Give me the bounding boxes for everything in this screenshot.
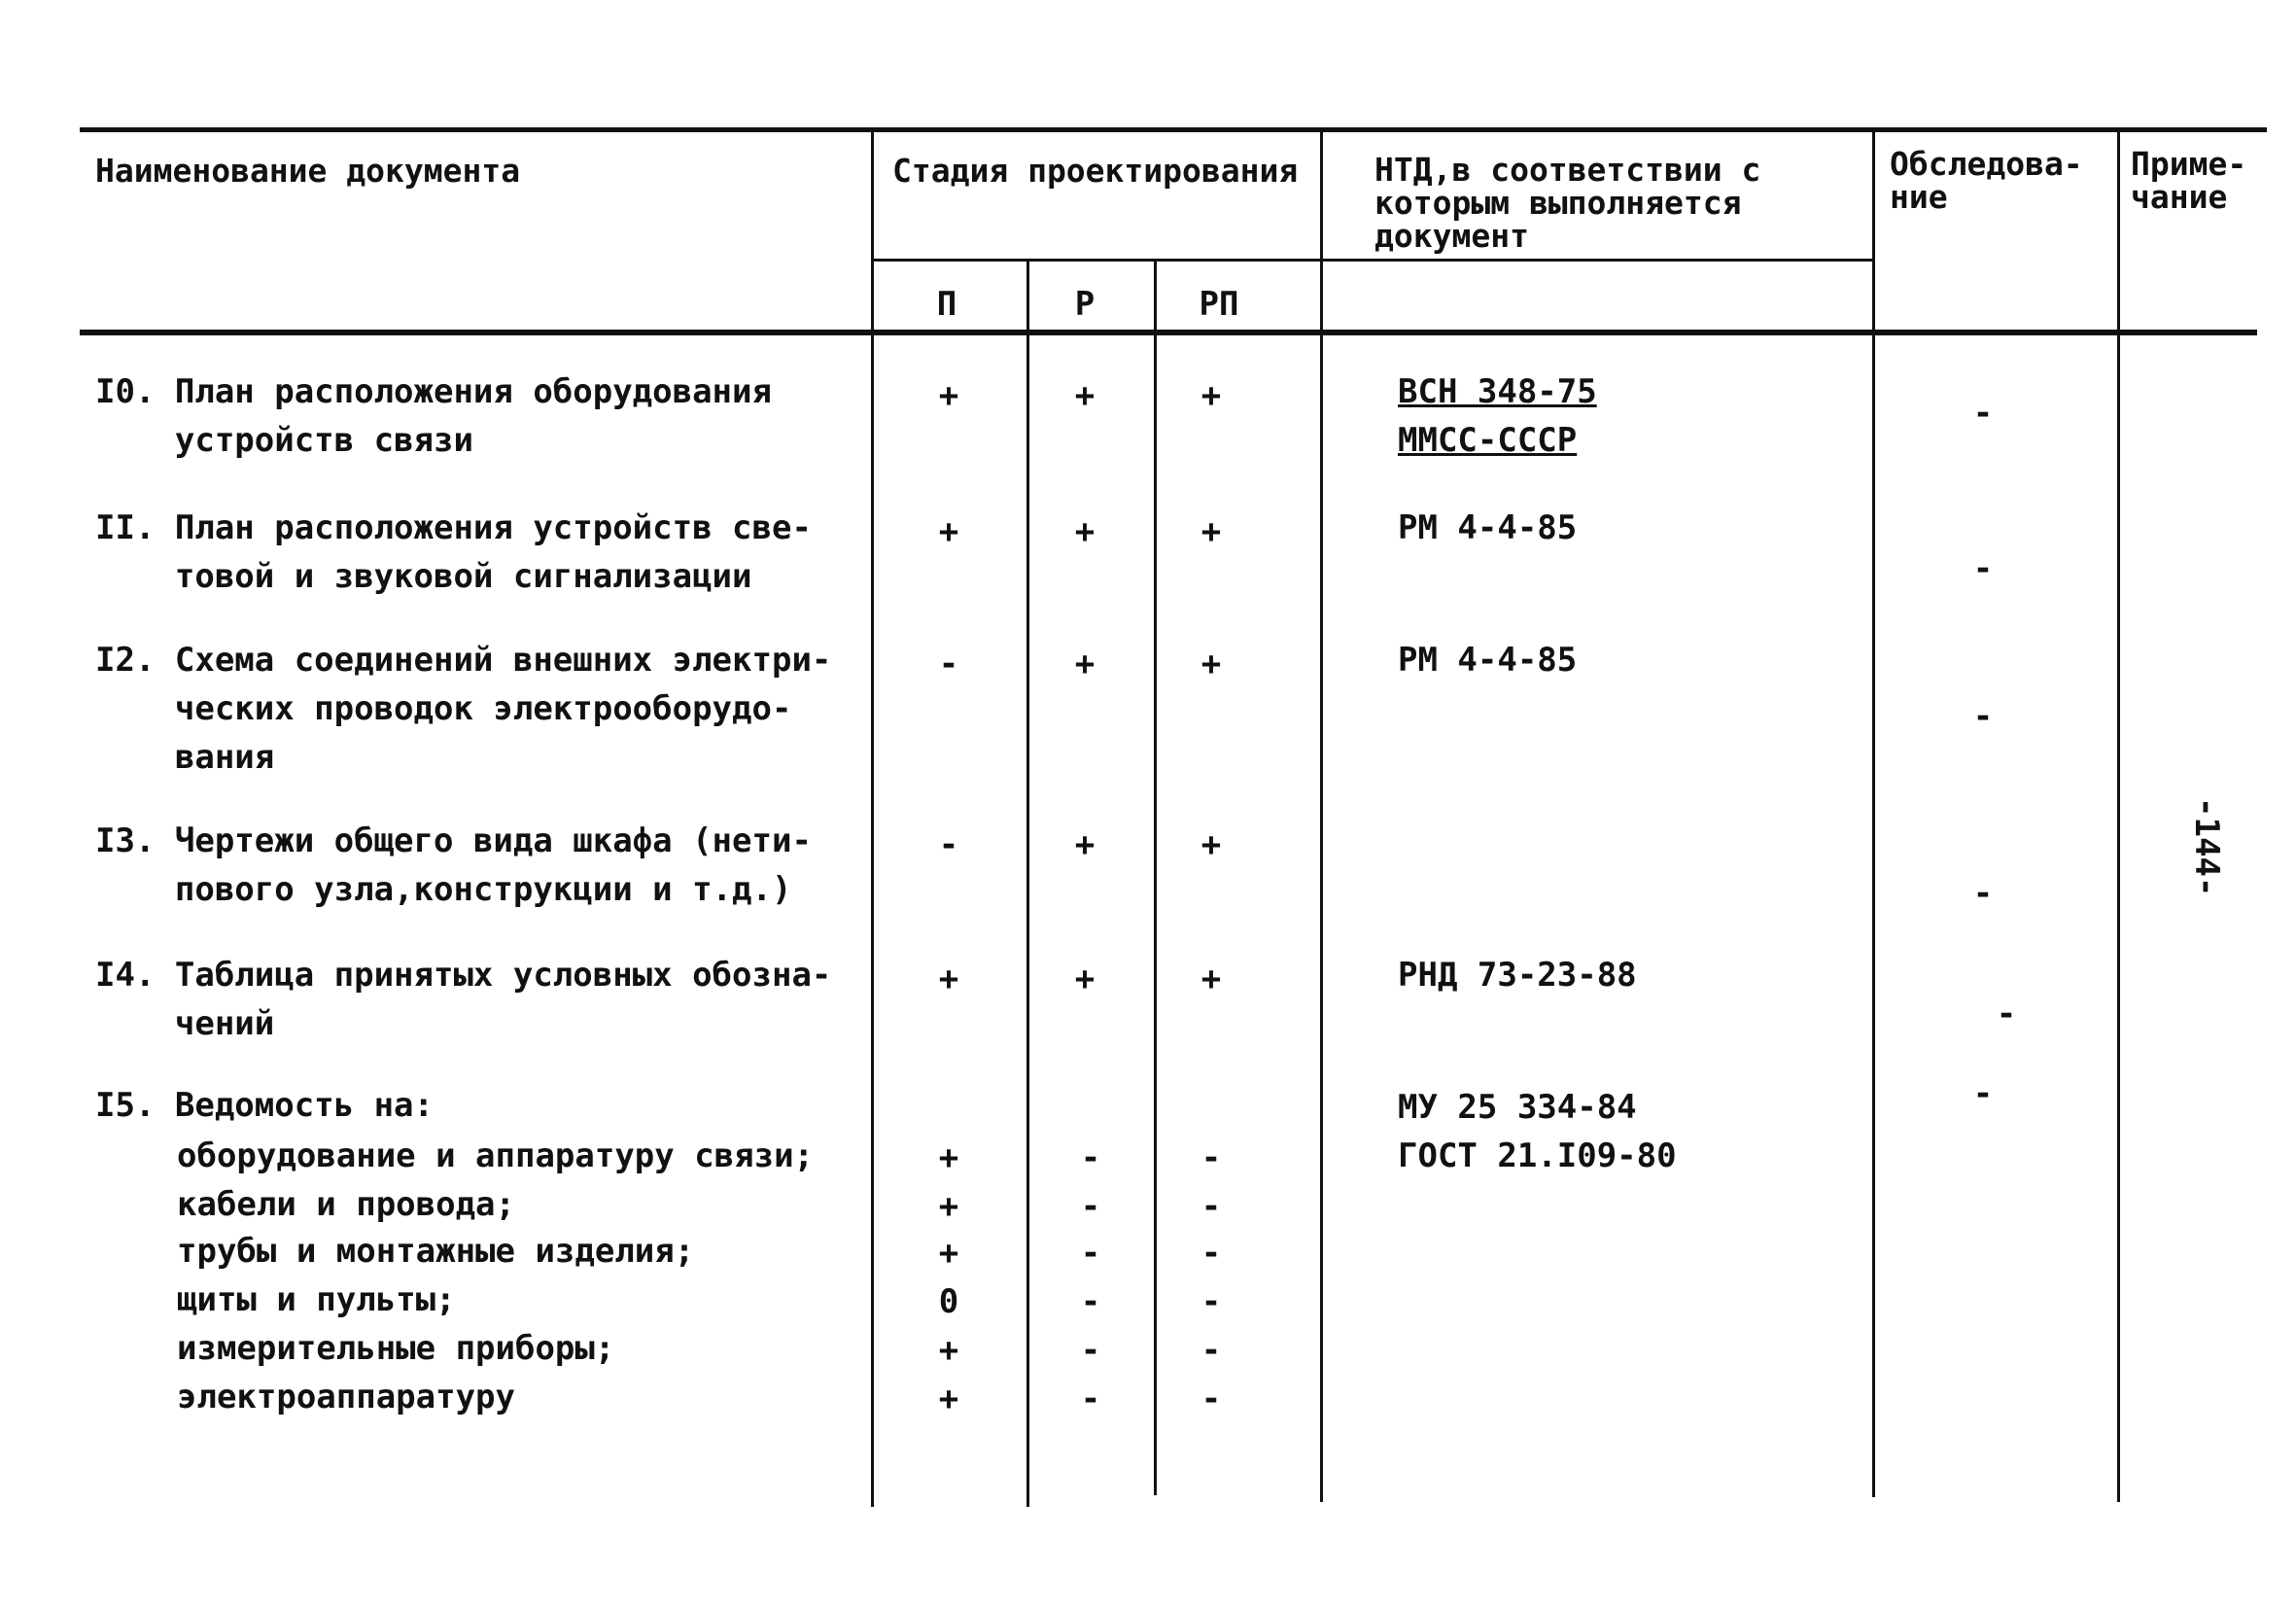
- header-design-stage: Стадия проектирования: [892, 152, 1299, 190]
- subheader-r: Р: [1074, 285, 1096, 324]
- row-cell-p: +: [938, 512, 959, 551]
- sublist-item-name: оборудование и аппаратуру связи;: [177, 1136, 815, 1175]
- header-note: Приме- чание: [2131, 145, 2247, 216]
- row-cell-p: -: [938, 645, 959, 683]
- row-name: I3. Чертежи общего вида шкафа (нети- пового узла,конструкции и т.д.): [95, 821, 812, 909]
- sublist-cell-p: +: [938, 1187, 959, 1226]
- row-name: I4. Таблица принятых условных обозна- чений: [95, 956, 832, 1043]
- sublist-cell-p: +: [938, 1331, 959, 1370]
- sublist-cell-r: -: [1080, 1331, 1101, 1370]
- row-cell-rp: +: [1200, 960, 1222, 998]
- col-divider-p-r: [1026, 261, 1029, 1507]
- row-ntd: МУ 25 334-84 ГОСТ 21.I09-80: [1398, 1088, 1677, 1175]
- row-ntd: РНД 73-23-88: [1398, 956, 1637, 995]
- row-cell-r: +: [1074, 960, 1096, 998]
- row-name: I2. Схема соединений внешних электри- ческих проводок электрооборудо- вания: [95, 641, 832, 777]
- sublist-cell-p: +: [938, 1138, 959, 1177]
- row-cell-p: +: [938, 376, 959, 415]
- sublist-cell-p: +: [938, 1234, 959, 1273]
- row-name: I5. Ведомость на:: [95, 1086, 434, 1125]
- col-divider-r-rp: [1154, 261, 1157, 1495]
- col-divider-stage: [871, 131, 874, 1507]
- header-document-name: Наименование документа: [95, 152, 521, 190]
- row-cell-rp: +: [1200, 376, 1222, 415]
- sublist-item-name: трубы и монтажные изделия;: [177, 1232, 695, 1271]
- sublist-cell-rp: -: [1200, 1187, 1222, 1226]
- col-divider-survey: [1872, 131, 1875, 1497]
- stage-subheader-rule: [871, 259, 1874, 262]
- sublist-item-name: кабели и провода;: [177, 1185, 515, 1224]
- subheader-rp: РП: [1199, 285, 1239, 324]
- sublist-item-name: измерительные приборы;: [177, 1329, 615, 1368]
- sublist-cell-p: 0: [938, 1282, 959, 1321]
- header-bottom-rule: [80, 330, 2257, 335]
- row-ntd: РМ 4-4-85: [1398, 508, 1578, 547]
- sublist-cell-r: -: [1080, 1282, 1101, 1321]
- row-cell-r: +: [1074, 512, 1096, 551]
- row-survey: -: [1972, 394, 1994, 433]
- row-survey: -: [1972, 1074, 1994, 1113]
- row-cell-rp: +: [1200, 825, 1222, 864]
- row-cell-r: +: [1074, 825, 1096, 864]
- sublist-cell-r: -: [1080, 1380, 1101, 1418]
- row-cell-p: +: [938, 960, 959, 998]
- subheader-p: П: [936, 285, 957, 324]
- sublist-cell-rp: -: [1200, 1234, 1222, 1273]
- top-rule: [80, 127, 2267, 132]
- sublist-cell-rp: -: [1200, 1331, 1222, 1370]
- sublist-cell-r: -: [1080, 1138, 1101, 1177]
- sublist-item-name: щиты и пульты;: [177, 1280, 456, 1319]
- row-survey: -: [1972, 874, 1994, 913]
- row-cell-rp: +: [1200, 512, 1222, 551]
- row-name: I0. План расположения оборудования устройств связи: [95, 372, 772, 460]
- row-cell-p: -: [938, 825, 959, 864]
- row-ntd: ВСН 348-75 ММСС-СССР: [1398, 372, 1597, 460]
- row-survey: -: [1972, 697, 1994, 736]
- row-name: II. План расположения устройств све- товой и звуковой сигнализации: [95, 508, 812, 596]
- sublist-cell-p: +: [938, 1380, 959, 1418]
- row-survey: -: [1972, 549, 1994, 588]
- col-divider-ntd: [1320, 131, 1323, 1502]
- row-ntd: РМ 4-4-85: [1398, 641, 1578, 680]
- col-divider-note: [2117, 131, 2120, 1502]
- sublist-item-name: электроаппаратуру: [177, 1378, 515, 1416]
- row-survey: -: [1996, 995, 2017, 1033]
- sublist-cell-r: -: [1080, 1234, 1101, 1273]
- row-cell-rp: +: [1200, 645, 1222, 683]
- header-survey: Обследова- ние: [1890, 145, 2083, 216]
- row-cell-r: +: [1074, 376, 1096, 415]
- sublist-cell-rp: -: [1200, 1380, 1222, 1418]
- sublist-cell-rp: -: [1200, 1282, 1222, 1321]
- sublist-cell-r: -: [1080, 1187, 1101, 1226]
- page-number: -144-: [2187, 797, 2226, 897]
- row-cell-r: +: [1074, 645, 1096, 683]
- sublist-cell-rp: -: [1200, 1138, 1222, 1177]
- header-ntd: НТД,в соответствии с которым выполняется документ: [1374, 151, 1761, 255]
